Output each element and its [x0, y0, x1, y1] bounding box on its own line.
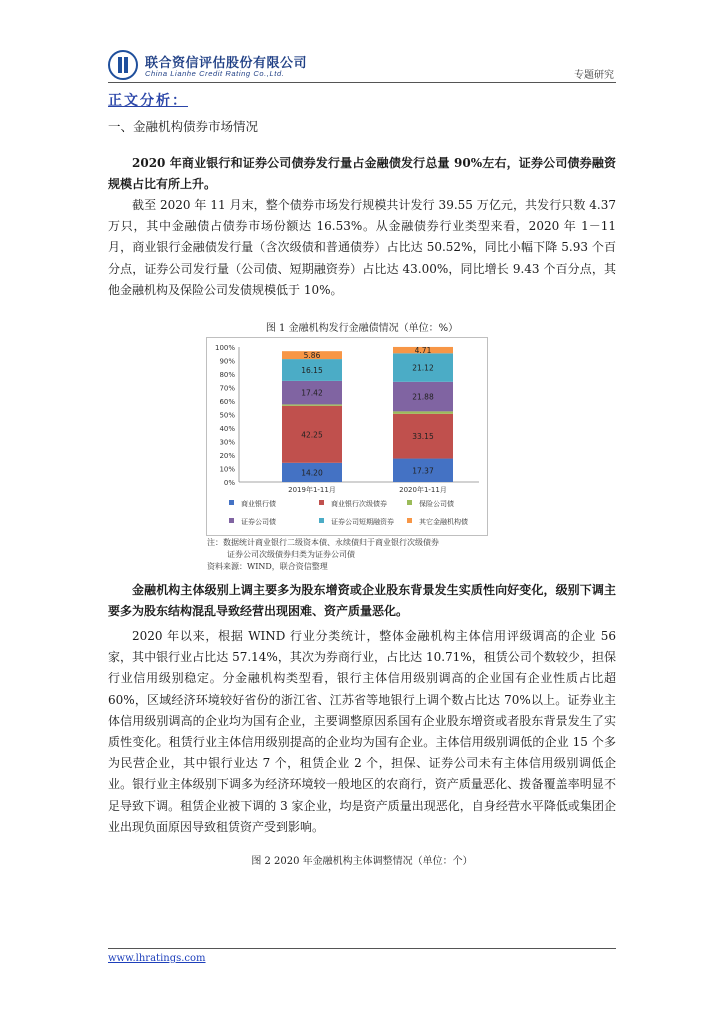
bar-segment: [282, 404, 342, 405]
data-label: 33.15: [412, 432, 434, 442]
figure1-note2: 证券公司次级债券归类为证券公司债: [227, 550, 355, 559]
y-tick-label: 60%: [219, 398, 235, 406]
legend-swatch: [407, 500, 412, 505]
para1-lead: 2020 年商业银行和证券公司债券发行量占金融债发行总量 90%左右，证券公司债券融资规模占比有所上升。: [108, 156, 616, 192]
para2-body: 2020 年以来，根据 WIND 行业分类统计，整体金融机构主体信用评级调高的企业 56 家，其中银行业占比达 57.14%，其次为券商行业，占比达 10.71%，租赁公司个数较少，担保行业信用级别稳定。分金融机构类型看，银行主体信用级别调高的企业国有企业性质占比超 60%，区域经济环境较好省份的浙江省、江苏省等地银行上调个数占比达 70%以上。证券业主体信用级别调高的企业均为国有企业，主要调整原因系国有企业股东增资或者股东背景发生了实质性变化。租赁行业主体信用级别提高的企业均为国有企业。主体信用级别调低的企业 15 个多为民营企业，其中银行业达 7 个，租赁企业 2 个，担保、证券公司未有主体信用级别调低企业。银行业主体级别下调多为经济环境较一般地区的农商行，资产质量恶化、拨备覆盖率明显不足导致下调。租赁企业被下调的 3 家企业，均是资产质量出现恶化，自身经营水平降低或集团企业出现负面原因导致租赁资产受到影响。: [108, 629, 616, 834]
data-label: 21.88: [412, 392, 434, 402]
y-tick-label: 0%: [223, 479, 235, 487]
data-label: 42.25: [301, 430, 323, 440]
y-tick-label: 40%: [219, 425, 235, 433]
y-tick-label: 20%: [219, 452, 235, 460]
figure1-source: 资料来源：WIND，联合资信整理: [207, 562, 328, 571]
y-tick-label: 10%: [219, 465, 235, 474]
heading-1: 一、金融机构债券市场情况: [108, 119, 259, 134]
legend-swatch: [229, 518, 234, 523]
section-label: 专题研究: [574, 70, 614, 81]
legend-swatch: [229, 500, 234, 505]
y-tick-label: 90%: [219, 357, 235, 366]
para2-lead: 金融机构主体级别上调主要多为股东增资或企业股东背景发生实质性向好变化，级别下调主要多为股东结构混乱导致经营出现困难、资产质量恶化。: [108, 583, 616, 619]
legend-label: 其它金融机构债: [419, 518, 468, 526]
y-tick-label: 30%: [219, 438, 235, 447]
section-title: 正文分析：: [108, 93, 188, 109]
legend-label: 保险公司债: [419, 500, 454, 508]
legend-label: 证券公司短期融资券: [331, 518, 394, 526]
data-label: 4.71: [414, 346, 432, 356]
legend-swatch: [319, 500, 324, 505]
legend-label: 商业银行债: [241, 500, 276, 508]
footer-url-link[interactable]: www.lhratings.com: [108, 953, 206, 964]
header-divider: [108, 82, 616, 83]
x-tick-label: 2019年1-11月: [288, 486, 336, 494]
company-logo: [108, 50, 138, 80]
bar-segment: [393, 411, 453, 413]
legend-swatch: [319, 518, 324, 523]
y-tick-label: 50%: [219, 411, 235, 420]
legend-swatch: [407, 518, 412, 523]
data-label: 16.15: [301, 365, 323, 375]
footer-divider: [108, 948, 616, 949]
figure1-title: 图 1 金融机构发行金融债情况（单位：%）: [265, 323, 459, 334]
company-name-en: China Lianhe Credit Rating Co.,Ltd.: [145, 69, 285, 78]
figure2-title: 图 2 2020 年金融机构主体调整情况（单位：个）: [251, 856, 473, 867]
y-tick-label: 100%: [214, 344, 235, 352]
data-label: 17.42: [301, 388, 323, 398]
data-label: 21.12: [412, 363, 434, 373]
data-label: 17.37: [412, 466, 434, 476]
data-label: 14.20: [301, 468, 323, 478]
figure1-chart-frame: [206, 337, 488, 536]
y-tick-label: 70%: [219, 384, 235, 393]
para1-body: 截至 2020 年 11 月末，整个债券市场发行规模共计发行 39.55 万亿元，共发行只数 4.37 万只，其中金融债占债券市场份额达 16.53%。从金融债券行业类型来看，2020 年 1－11 月，商业银行金融债发行量（含次级债和普通债券）占比达 50.52%，同比小幅下降 5.93 个百分点，证券公司发行量（公司债、短期融资券）占比达 43.00%，同比增长 9.43 个百分点，其他金融机构及保险公司发债规模低于 10%。: [108, 198, 616, 297]
x-tick-label: 2020年1-11月: [399, 486, 447, 494]
figure1-note1: 注：数据统计商业银行二级资本债、永续债归于商业银行次级债券: [207, 538, 439, 547]
data-label: 5.86: [303, 351, 321, 361]
legend-label: 商业银行次级债券: [331, 500, 387, 508]
company-name-cn: 联合资信评估股份有限公司: [145, 56, 308, 71]
legend-label: 证券公司债: [241, 518, 276, 526]
figure1-chart: [207, 338, 487, 535]
y-tick-label: 80%: [219, 371, 235, 379]
